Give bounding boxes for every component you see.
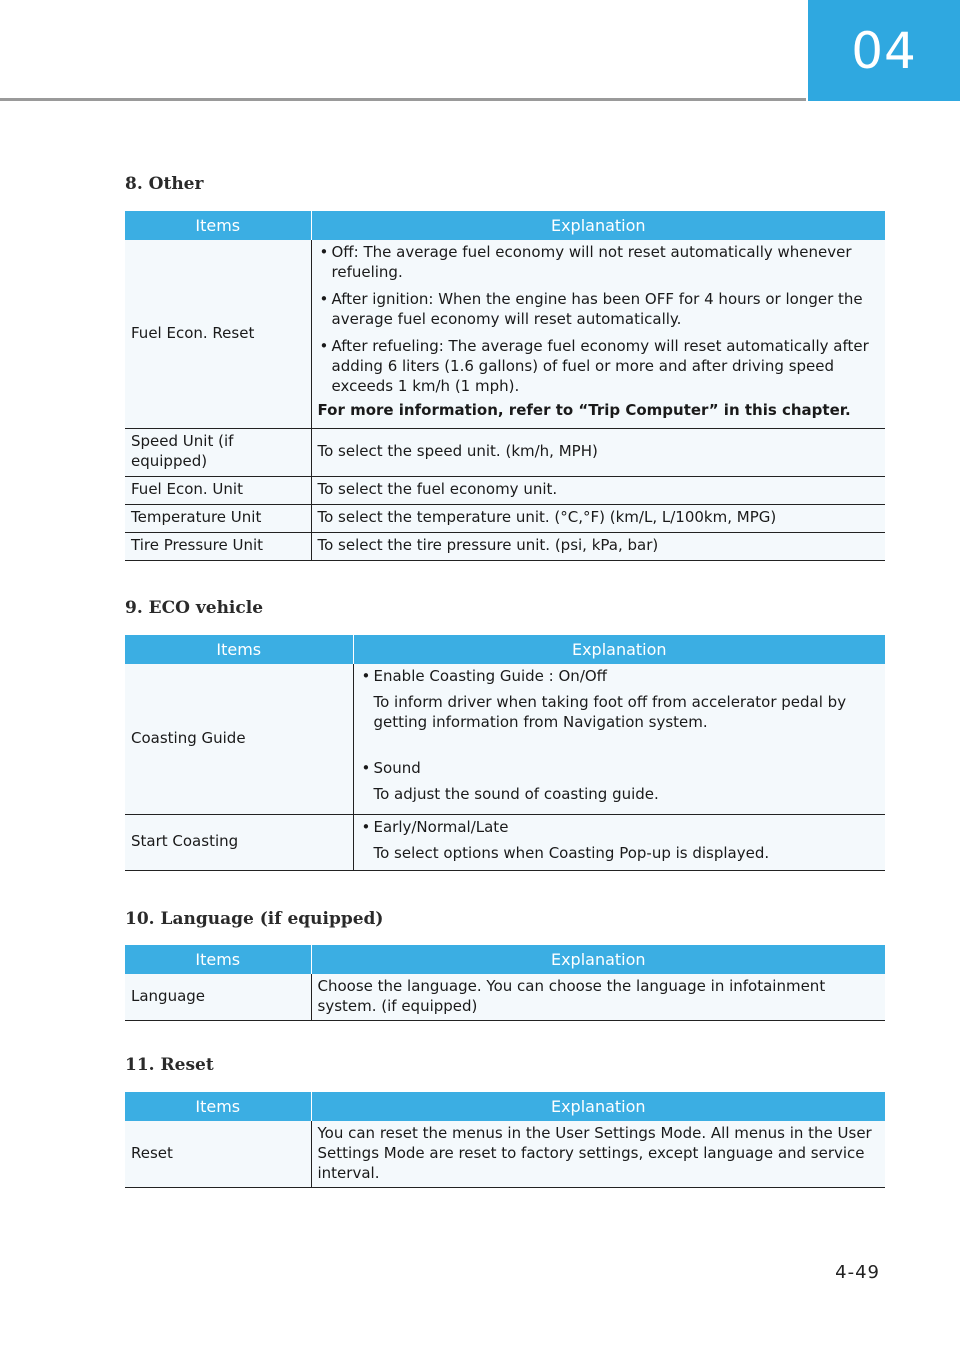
item-cell: Temperature Unit	[125, 504, 311, 532]
table-row	[125, 240, 885, 428]
table-row	[125, 476, 885, 504]
explanation-cell: To select the speed unit. (km/h, MPH)	[311, 428, 885, 476]
column-header-explanation: Explanation	[311, 1092, 885, 1121]
bullet-detail: To inform driver when taking foot off from accelerator pedal by getting information from Navigation system.	[373, 693, 847, 731]
page-number: 4-49	[835, 1262, 880, 1283]
section-title-other: 8. Other	[125, 174, 204, 194]
item-cell: Language	[125, 974, 311, 1021]
table-header-row	[125, 635, 885, 664]
table-header-row	[125, 945, 885, 974]
bullet-item	[360, 758, 880, 804]
section-title-eco: 9. ECO vehicle	[125, 598, 264, 618]
table-header-row	[125, 211, 885, 240]
column-header-items: Items	[125, 635, 353, 664]
table-reset	[125, 1092, 885, 1188]
chapter-number: 04	[851, 21, 917, 80]
bullet-detail: To adjust the sound of coasting guide.	[373, 785, 659, 803]
column-header-explanation: Explanation	[311, 945, 885, 974]
bullet-list	[360, 817, 880, 863]
bullet-item: • After refueling: The average fuel economy will reset automatically after adding 6 liters (1.6 gallons) of fuel or more and after driving speed exceeds 1 km/h (1 mph).	[318, 336, 880, 396]
bullet-label: Early/Normal/Late	[373, 817, 509, 836]
item-cell: Start Coasting	[125, 814, 353, 870]
table-row	[125, 664, 885, 814]
table-row	[125, 974, 885, 1021]
explanation-cell	[353, 664, 885, 814]
bullet-detail: To select options when Coasting Pop-up is displayed.	[373, 843, 770, 862]
bullet-item: • Off: The average fuel economy will not reset automatically whenever refueling.	[318, 242, 880, 282]
table-row	[125, 1121, 885, 1188]
table-row	[125, 814, 885, 870]
column-header-explanation: Explanation	[311, 211, 885, 240]
bullet-item: • After ignition: When the engine has been OFF for 4 hours or longer the average fuel economy will reset automatically.	[318, 289, 880, 329]
column-header-items: Items	[125, 945, 311, 974]
bullet-list	[360, 666, 880, 804]
column-header-items: Items	[125, 1092, 311, 1121]
item-cell: Coasting Guide	[125, 664, 353, 814]
explanation-cell	[353, 814, 885, 870]
explanation-cell: You can reset the menus in the User Settings Mode. All menus in the User Settings Mode are reset to factory settings, except language and service interval.	[311, 1121, 885, 1188]
explanation-cell: To select the fuel economy unit.	[311, 476, 885, 504]
header-rule	[0, 98, 806, 101]
explanation-cell: To select the temperature unit. (°C,°F) (km/L, L/100km, MPG)	[311, 504, 885, 532]
table-header-row	[125, 1092, 885, 1121]
bullet-item	[360, 817, 880, 863]
table-eco	[125, 635, 885, 871]
item-cell: Fuel Econ. Unit	[125, 476, 311, 504]
bullet-list	[318, 242, 880, 396]
section-title-language: 10. Language (if equipped)	[125, 909, 384, 929]
bullet-label: Sound	[373, 759, 421, 777]
table-row	[125, 428, 885, 476]
item-cell: Fuel Econ. Reset	[125, 240, 311, 428]
table-other	[125, 211, 885, 561]
bullet-label: Enable Coasting Guide : On/Off	[373, 667, 608, 685]
table-language	[125, 945, 885, 1021]
item-cell: Reset	[125, 1121, 311, 1188]
bullet-item	[360, 666, 880, 732]
chapter-tab	[808, 0, 960, 101]
explanation-cell: To select the tire pressure unit. (psi, kPa, bar)	[311, 532, 885, 560]
table-row	[125, 532, 885, 560]
item-cell: Tire Pressure Unit	[125, 532, 311, 560]
reference-note: For more information, refer to “Trip Computer” in this chapter.	[317, 401, 851, 419]
column-header-items: Items	[125, 211, 311, 240]
table-row	[125, 504, 885, 532]
section-title-reset: 11. Reset	[125, 1055, 214, 1075]
column-header-explanation: Explanation	[353, 635, 885, 664]
item-cell: Speed Unit (if equipped)	[125, 428, 311, 476]
explanation-cell: Choose the language. You can choose the language in infotainment system. (if equipped)	[311, 974, 885, 1021]
explanation-cell	[311, 240, 885, 428]
